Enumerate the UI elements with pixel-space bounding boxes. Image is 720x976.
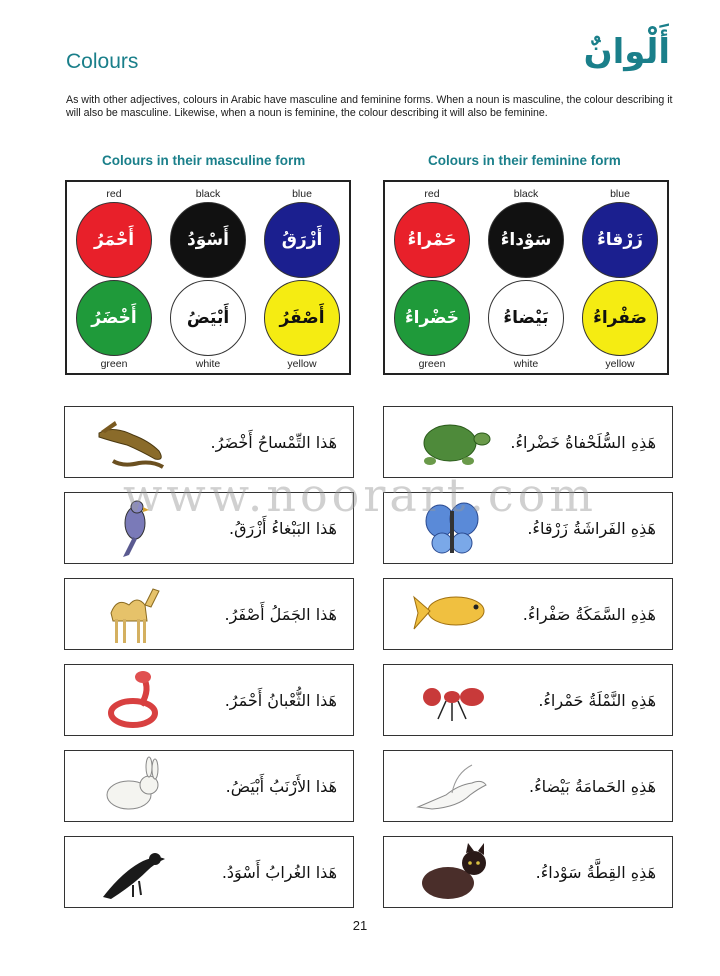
- swatch-yellow: [572, 280, 668, 370]
- camel-icon: [93, 583, 173, 645]
- cat-icon: [412, 841, 492, 903]
- sentence-card: [383, 406, 673, 478]
- turtle-icon: [412, 411, 492, 473]
- sentence-card: [64, 492, 354, 564]
- swatch-label: blue: [292, 188, 312, 200]
- crocodile-icon: [93, 411, 173, 473]
- sentence-text: هَذِهِ السُّلَحْفاةُ خَضْراءُ.: [510, 432, 656, 452]
- swatch-yellow: [254, 280, 350, 370]
- color-circle: أَبْيَضُ: [170, 280, 246, 356]
- sentence-text: هَذِهِ الفَراشَةُ زَرْقاءُ.: [527, 518, 656, 538]
- swatch-label: black: [513, 188, 539, 200]
- sentence-card: [383, 664, 673, 736]
- swatch-label: red: [106, 188, 122, 200]
- swatch-black: [478, 188, 574, 278]
- sentence-text: هَذِهِ القِطَّةُ سَوْداءُ.: [535, 862, 656, 882]
- sentence-text: هَذا التِّمْساحُ أَخْضَرُ.: [210, 432, 337, 452]
- swatch-label: white: [195, 358, 221, 370]
- page-number: 21: [352, 918, 368, 933]
- dove-icon: [412, 755, 492, 817]
- sentence-text: هَذا الثُّعْبانُ أَحْمَرُ.: [224, 690, 337, 710]
- color-circle: أَصْفَرُ: [264, 280, 340, 356]
- swatch-green: [384, 280, 480, 370]
- sentence-text: هَذِهِ النَّمْلَةُ حَمْراءُ.: [538, 690, 656, 710]
- page-title: Colours: [66, 50, 139, 73]
- parrot-icon: [93, 497, 173, 559]
- swatch-label: black: [195, 188, 221, 200]
- swatch-white: [478, 280, 574, 370]
- swatch-white: [160, 280, 256, 370]
- swatch-label: green: [100, 358, 128, 370]
- color-circle: زَرْقاءُ: [582, 202, 658, 278]
- page-title-arabic: أَلْوانٌ: [583, 32, 670, 72]
- feminine-panel: [383, 180, 669, 375]
- swatch-label: red: [424, 188, 440, 200]
- sentence-card: [64, 578, 354, 650]
- color-circle: سَوْداءُ: [488, 202, 564, 278]
- sentence-text: هَذِهِ الحَمامَةُ بَيْضاءُ.: [529, 776, 656, 796]
- sentence-card: [64, 750, 354, 822]
- color-circle: خَضْراءُ: [394, 280, 470, 356]
- sentence-card: [383, 492, 673, 564]
- color-circle: حَمْراءُ: [394, 202, 470, 278]
- color-circle: أَحْمَرُ: [76, 202, 152, 278]
- crow-icon: [93, 841, 173, 903]
- sentence-card: [64, 836, 354, 908]
- swatch-label: blue: [610, 188, 630, 200]
- fish-icon: [412, 583, 492, 645]
- watermark: www.noorart.com: [123, 468, 597, 522]
- sentence-text: هَذا البَبْغاءُ أَزْرَقُ.: [229, 518, 337, 538]
- color-circle: أَسْوَدُ: [170, 202, 246, 278]
- swatch-label: white: [513, 358, 539, 370]
- sentence-text: هَذِهِ السَّمَكَةُ صَفْراءُ.: [522, 604, 656, 624]
- color-circle: بَيْضاءُ: [488, 280, 564, 356]
- butterfly-icon: [412, 497, 492, 559]
- sentence-card: [383, 836, 673, 908]
- sentence-card: [64, 664, 354, 736]
- sentence-card: [383, 750, 673, 822]
- swatch-label: green: [418, 358, 446, 370]
- swatch-blue: [254, 188, 350, 278]
- snake-icon: [93, 669, 173, 731]
- sentence-text: هَذا الأَرْنَبُ أَبْيَضُ.: [225, 776, 337, 796]
- ant-icon: [412, 669, 492, 731]
- feminine-heading: Colours in their feminine form: [428, 153, 621, 168]
- rabbit-icon: [93, 755, 173, 817]
- masculine-heading: Colours in their masculine form: [102, 153, 306, 168]
- swatch-blue: [572, 188, 668, 278]
- intro-paragraph: As with other adjectives, colours in Arabic have masculine and feminine forms. When a noun is masculine, the colour describing it will also be masculine. Likewise, when a noun is feminine, the colour describing it will also be feminine.: [66, 94, 673, 120]
- color-circle: صَفْراءُ: [582, 280, 658, 356]
- sentence-text: هَذا الجَمَلُ أَصْفَرُ.: [224, 604, 337, 624]
- sentence-text: هَذا الغُرابُ أَسْوَدُ.: [221, 862, 337, 882]
- swatch-black: [160, 188, 256, 278]
- sentence-card: [383, 578, 673, 650]
- swatch-label: yellow: [605, 358, 635, 370]
- sentence-card: [64, 406, 354, 478]
- swatch-red: [66, 188, 162, 278]
- swatch-green: [66, 280, 162, 370]
- swatch-red: [384, 188, 480, 278]
- masculine-panel: [65, 180, 351, 375]
- color-circle: أَزْرَقُ: [264, 202, 340, 278]
- color-circle: أَخْضَرُ: [76, 280, 152, 356]
- swatch-label: yellow: [287, 358, 317, 370]
